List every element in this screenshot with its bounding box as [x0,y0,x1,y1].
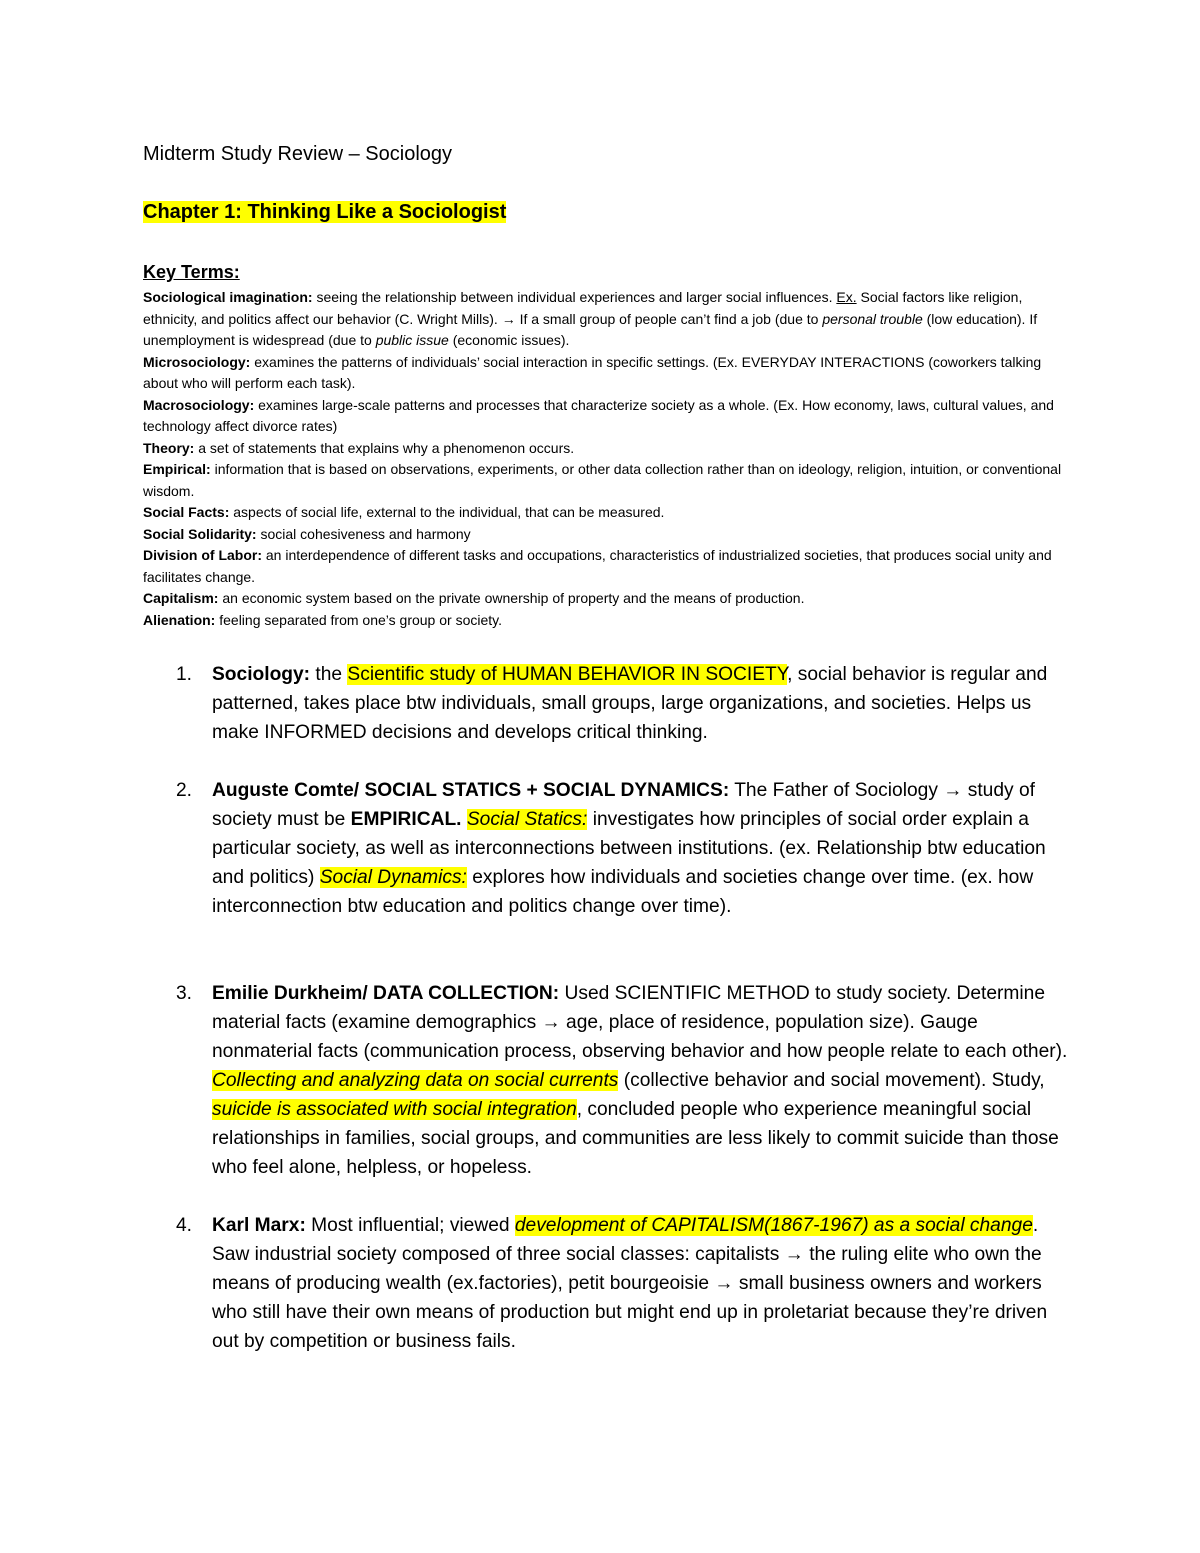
term-alienation [143,610,1063,632]
term-name: Alienation: [143,611,216,628]
term-definition: an interdependence of different tasks and occupations, characteristics of industrialized societies, that produces social unity and facilitates change. [143,547,1052,585]
list-item-durkheim [143,979,1073,1182]
item-heading: Karl Marx: [212,1215,306,1236]
term-name: Microsociology: [143,353,251,370]
highlighted-text: suicide is associated with social integration [212,1099,577,1120]
highlighted-text: Collecting and analyzing data on social currents [212,1070,619,1091]
term-name: Social Solidarity: [143,525,257,542]
term-definition: examines large-scale patterns and processes that characterize society as a whole. (Ex. How economy, laws, cultural values, and technology affect divorce rates) [143,396,1054,434]
term-microsociology [143,352,1063,395]
term-name: Social Facts: [143,504,230,520]
emphasis-text: personal trouble [822,310,923,327]
item-text: (collective behavior and social movement). Study, [618,1070,1045,1091]
term-name: Theory: [143,439,195,456]
term-definition: Social factors like religion, ethnicity, and politics affect our behavior (C. Wright Mills). → If a small group of people can’t find a job (due to [143,289,1023,327]
list-item-comte [143,776,1073,921]
term-social-facts [143,502,1063,524]
term-definition: a set of statements that explains why a phenomenon occurs. [194,439,575,456]
key-terms-section [143,262,1063,631]
bold-text: EMPIRICAL. [350,809,462,830]
numbered-list [143,660,1073,1356]
term-definition: information that is based on observations, experiments, or other data collection rather than on ideology, religion, intuition, or conventional wisdom. [143,461,1062,499]
term-definition: social cohesiveness and harmony [256,525,471,542]
term-name: Empirical: [143,461,211,477]
list-number: 1. [176,664,193,685]
item-heading: Auguste Comte/ SOCIAL STATICS + SOCIAL DYNAMICS: [212,780,730,801]
list-number: 2. [176,780,193,801]
item-text: , social behavior is regular and patterned, takes place btw individuals, small groups, large organizations, and societies. Helps us make INFORMED decisions and develops critical thinking. [212,664,1048,743]
chapter-heading [143,201,506,224]
term-name: Division of Labor: [143,547,262,563]
highlighted-text: Social Statics: [466,809,588,830]
emphasis-text: public issue [375,332,449,348]
term-definition: an economic system based on the private ownership of property and the means of production. [218,590,805,606]
term-definition: feeling separated from one’s group or society. [215,611,502,628]
list-item-marx [143,1211,1073,1356]
term-definition: (economic issues). [448,332,570,348]
item-text: investigates how principles of social order explain a particular society, as well as interconnections between institutions. (ex. Relationship btw education and politics) [212,809,1046,888]
document-title: Midterm Study Review – Sociology [143,143,453,165]
term-definition: examines the patterns of individuals’ social interaction in specific settings. (Ex. EVERYDAY INTERACTIONS (coworkers talking about who will perform each task). [143,353,1042,391]
item-text: Used SCIENTIFIC METHOD to study society. Determine material facts (examine demographics → age, place of residence, population size). Gauge nonmaterial facts (communication process, observing behavior and how people relate to each other). [212,983,1068,1062]
term-definition: seeing the relationship between individual experiences and larger social influences. [312,289,837,305]
example-label: Ex. [836,289,857,305]
chapter-heading-text: Chapter 1: Thinking Like a Sociologist [143,201,507,223]
list-item-sociology [143,660,1073,747]
list-number: 3. [176,983,193,1004]
item-text: explores how individuals and societies change over time. (ex. how interconnection btw education and politics change over time). [212,867,1034,917]
term-name: Macrosociology: [143,396,255,413]
key-terms-heading: Key Terms: [143,262,240,282]
term-empirical [143,459,1063,502]
highlighted-text: development of CAPITALISM(1867-1967) as a social change [514,1215,1033,1236]
item-text: The Father of Sociology → study of society must be [212,780,1035,830]
term-definition: (low education). If unemployment is widespread (due to [143,310,1038,348]
term-name: Capitalism: [143,590,219,606]
list-number: 4. [176,1215,193,1236]
item-heading: Sociology: [212,664,311,685]
term-definition: aspects of social life, external to the individual, that can be measured. [229,504,665,520]
term-name: Sociological imagination: [143,289,313,305]
item-text: Most influential; viewed [305,1215,515,1236]
item-heading: Emilie Durkheim/ DATA COLLECTION: [212,983,560,1004]
item-text: , concluded people who experience meaningful social relationships in families, social groups, and communities are less likely to commit suicide than those who feel alone, helpless, or hopeless. [212,1099,1059,1178]
term-macrosociology [143,395,1063,438]
item-text: the [310,664,348,685]
term-capitalism [143,588,1063,610]
highlighted-text: Social Dynamics: [319,867,467,888]
term-division-of-labor [143,545,1063,588]
term-sociological-imagination [143,287,1063,352]
term-theory [143,438,1063,460]
highlighted-text: Scientific study of HUMAN BEHAVIOR IN SOCIETY [347,664,788,685]
term-social-solidarity [143,524,1063,546]
item-text: . Saw industrial society composed of three social classes: capitalists → the ruling elite who own the means of producing wealth (ex.factories), petit bourgeoisie → small business owners and workers who still have their own means of production but might end up in proletariat because they’re driven out by competition or business fails. [212,1215,1048,1352]
